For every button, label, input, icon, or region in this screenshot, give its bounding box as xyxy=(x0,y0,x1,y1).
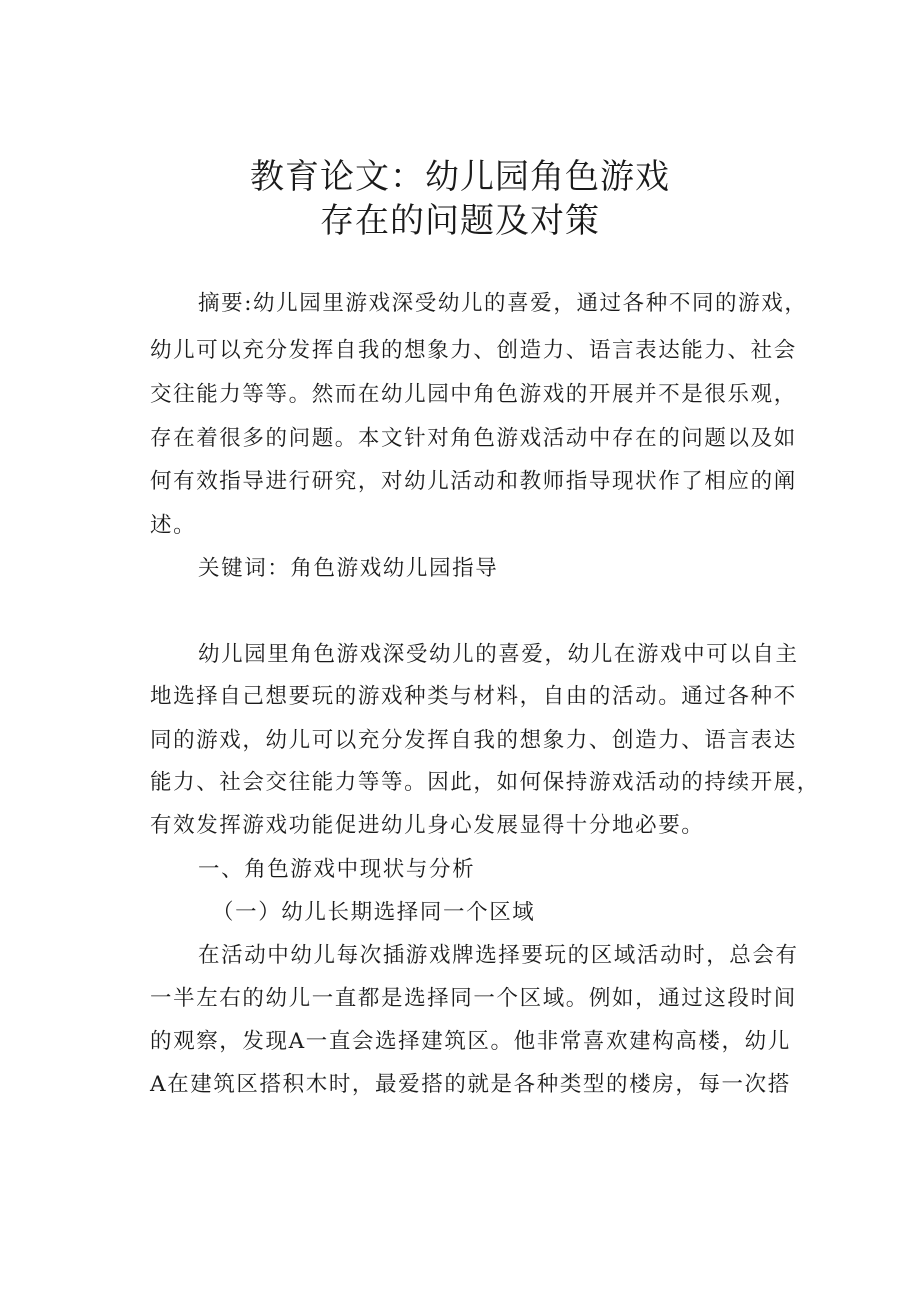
abstract-line: 摘要:幼儿园里游戏深受幼儿的喜爱，通过各种不同的游戏， xyxy=(198,291,808,316)
intro-line: 幼儿园里角色游戏深受幼儿的喜爱，幼儿在游戏中可以自主 xyxy=(198,642,799,667)
subsection-heading: （一）幼儿长期选择同一个区域 xyxy=(212,900,536,925)
intro-line: 地选择自己想要玩的游戏种类与材料，自由的活动。通过各种不 xyxy=(150,684,797,709)
body-line: 在活动中幼儿每次插游戏牌选择要玩的区域活动时，总会有 xyxy=(198,943,799,968)
body-line: A在建筑区搭积木时，最爱搭的就是各种类型的楼房，每一次搭 xyxy=(150,1072,791,1097)
abstract-line: 何有效指导进行研究，对幼儿活动和教师指导现状作了相应的阐 xyxy=(150,469,797,494)
abstract-line: 存在着很多的问题。本文针对角色游戏活动中存在的问题以及如 xyxy=(150,426,797,451)
intro-line: 能力、社会交往能力等等。因此，如何保持游戏活动的持续开展， xyxy=(150,770,820,795)
keywords: 关键词：角色游戏幼儿园指导 xyxy=(198,556,499,581)
abstract-line: 幼儿可以充分发挥自我的想象力、创造力、语言表达能力、社会 xyxy=(150,338,797,363)
abstract-line: 述。 xyxy=(150,513,197,538)
title-line-1: 教育论文：幼儿园角色游戏 xyxy=(250,157,670,197)
body-line: 一半左右的幼儿一直都是选择同一个区域。例如，通过这段时间 xyxy=(150,986,797,1011)
body-line: 的观察，发现A一直会选择建筑区。他非常喜欢建构高楼，幼儿 xyxy=(150,1029,791,1054)
abstract-line: 交往能力等等。然而在幼儿园中角色游戏的开展并不是很乐观， xyxy=(150,382,797,407)
intro-line: 有效发挥游戏功能促进幼儿身心发展显得十分地必要。 xyxy=(150,813,705,838)
intro-line: 同的游戏，幼儿可以充分发挥自我的想象力、创造力、语言表达 xyxy=(150,728,797,753)
title-line-2: 存在的问题及对策 xyxy=(320,201,600,241)
section-heading: 一、角色游戏中现状与分析 xyxy=(198,857,476,882)
